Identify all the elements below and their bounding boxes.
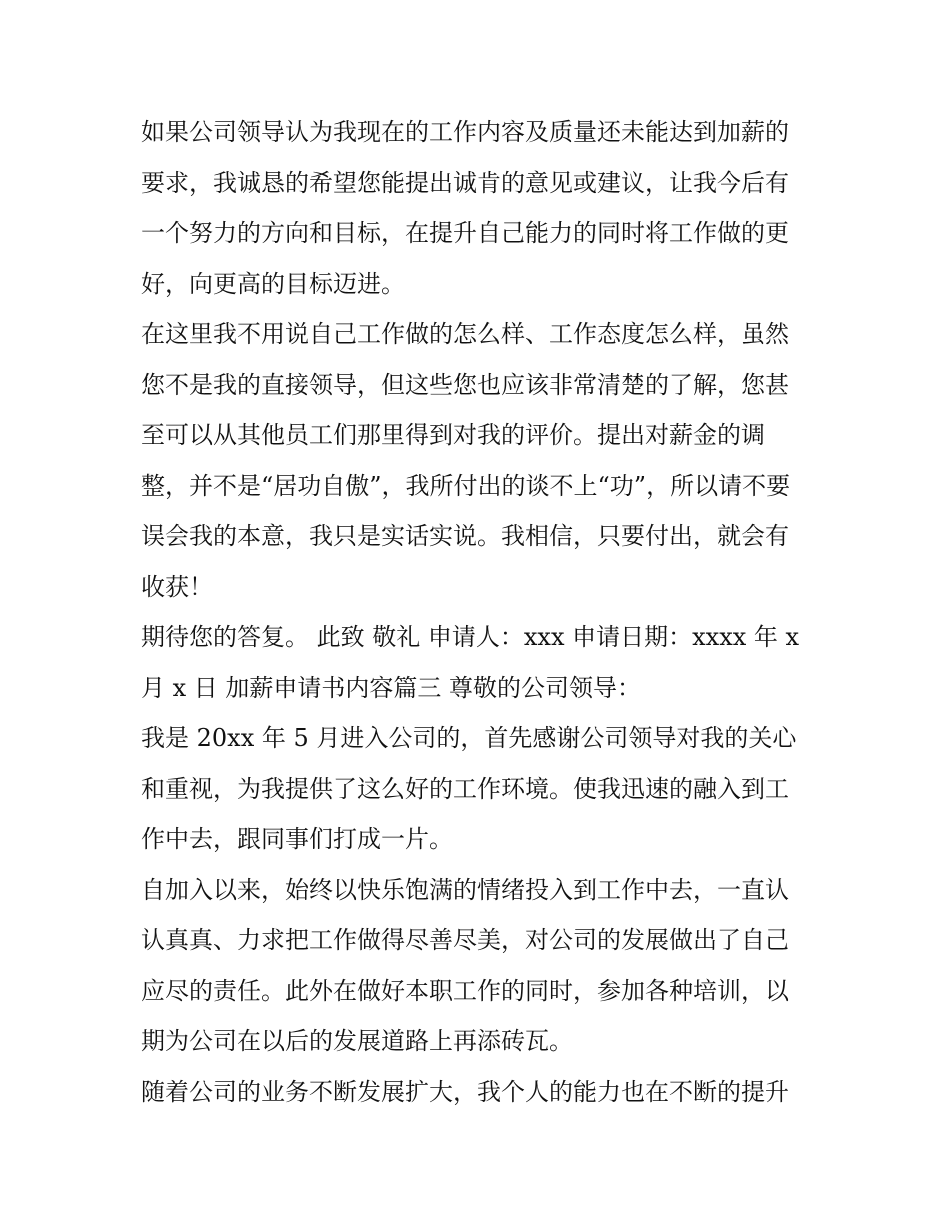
paragraph-line: 期为公司在以后的发展道路上再添砖瓦。 bbox=[141, 1027, 573, 1055]
paragraph-3 bbox=[141, 612, 813, 713]
paragraph-line: 和重视，为我提供了这么好的工作环境。使我迅速的融入到工 bbox=[141, 774, 789, 803]
paragraph-line: 在这里我不用说自己工作做的怎么样、工作态度怎么样，虽然 bbox=[141, 320, 789, 348]
paragraph-line: 应尽的责任。此外在做好本职工作的同时，参加各种培训，以 bbox=[141, 976, 789, 1005]
paragraph-line: 我是 20xx 年 5 月进入公司的，首先感谢公司领导对我的关心 bbox=[141, 724, 797, 752]
paragraph-6 bbox=[141, 1067, 813, 1118]
paragraph-line: 认真真、力求把工作做得尽善尽美，对公司的发展做出了自己 bbox=[141, 926, 789, 954]
paragraph-line: 您不是我的直接领导，但这些您也应该非常清楚的了解，您甚 bbox=[141, 370, 789, 399]
paragraph-line: 好，向更高的目标迈进。 bbox=[141, 269, 405, 298]
paragraph-line: 作中去，跟同事们打成一片。 bbox=[141, 825, 453, 853]
paragraph-line: 误会我的本意，我只是实话实说。我相信，只要付出，就会有 bbox=[141, 522, 789, 550]
paragraph-2 bbox=[141, 309, 813, 612]
paragraph-1 bbox=[141, 107, 813, 309]
paragraph-line: 自加入以来，始终以快乐饱满的情绪投入到工作中去，一直认 bbox=[141, 875, 789, 904]
paragraph-line: 至可以从其他员工们那里得到对我的评价。提出对薪金的调 bbox=[141, 421, 765, 449]
paragraph-line: 期待您的答复。 此致 敬礼 申请人：xxx 申请日期：xxxx 年 x bbox=[141, 623, 800, 651]
paragraph-line: 随着公司的业务不断发展扩大，我个人的能力也在不断的提升 bbox=[141, 1077, 789, 1106]
paragraph-line: 一个努力的方向和目标，在提升自己能力的同时将工作做的更 bbox=[141, 219, 789, 247]
document-body bbox=[141, 107, 813, 1117]
paragraph-line: 收获！ bbox=[141, 572, 213, 601]
paragraph-line: 要求，我诚恳的希望您能提出诚肯的意见或建议，让我今后有 bbox=[141, 168, 789, 197]
paragraph-line: 月 x 日 加薪申请书内容篇三 尊敬的公司领导： bbox=[141, 673, 642, 702]
paragraph-line: 整，并不是“居功自傲”，我所付出的谈不上“功”，所以请不要 bbox=[141, 471, 791, 500]
paragraph-line: 如果公司领导认为我现在的工作内容及质量还未能达到加薪的 bbox=[141, 118, 789, 146]
paragraph-5 bbox=[141, 865, 813, 1067]
paragraph-4 bbox=[141, 713, 813, 865]
